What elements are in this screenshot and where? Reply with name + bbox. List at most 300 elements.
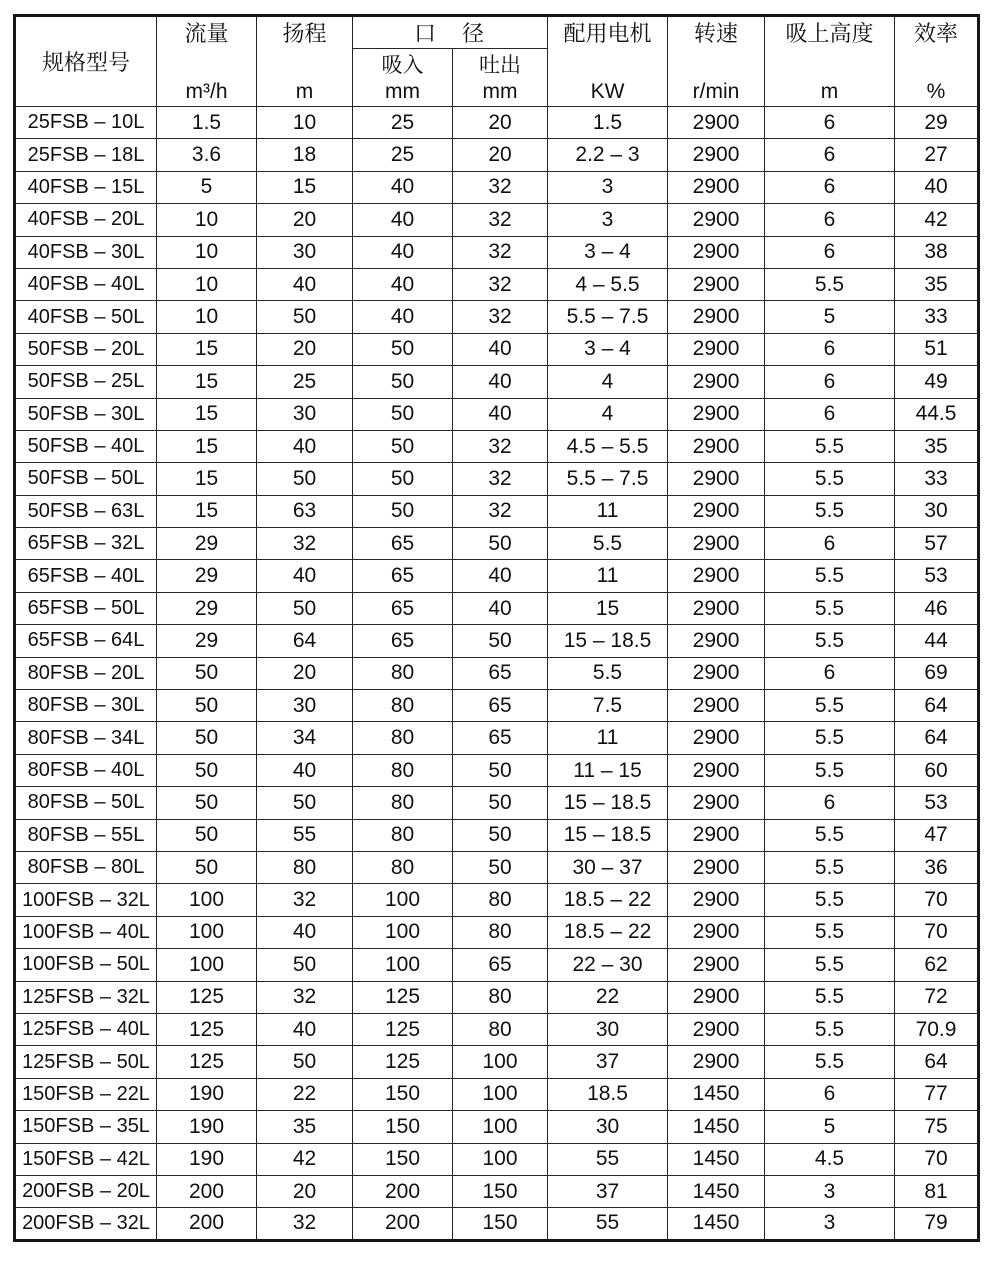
cell-head: 32 [257, 528, 353, 560]
cell-flow: 10 [157, 301, 257, 333]
table-row [15, 139, 979, 171]
cell-suction-height: 6 [765, 366, 895, 398]
cell-discharge-diameter: 50 [453, 754, 548, 786]
cell-speed: 2900 [668, 366, 765, 398]
cell-flow: 190 [157, 1143, 257, 1175]
cell-model: 80FSB – 80L [15, 851, 157, 883]
cell-motor-kw: 4.5 – 5.5 [548, 430, 668, 462]
cell-head: 32 [257, 1208, 353, 1240]
cell-motor-kw: 30 [548, 1111, 668, 1143]
cell-motor-kw: 3 [548, 171, 668, 203]
cell-discharge-diameter: 150 [453, 1175, 548, 1207]
cell-motor-kw: 15 – 18.5 [548, 819, 668, 851]
header-flow [157, 16, 257, 107]
header-efficiency-title: 效率 [914, 20, 959, 46]
table-row [15, 236, 979, 268]
header-discharge-diameter-title: 吐出 [479, 54, 521, 77]
cell-flow: 50 [157, 722, 257, 754]
cell-suction-diameter: 80 [353, 851, 453, 883]
cell-suction-diameter: 40 [353, 236, 453, 268]
table-row [15, 625, 979, 657]
cell-suction-diameter: 80 [353, 819, 453, 851]
cell-motor-kw: 37 [548, 1175, 668, 1207]
cell-discharge-diameter: 32 [453, 204, 548, 236]
header-suction-diameter-title: 吸入 [381, 54, 424, 77]
cell-discharge-diameter: 32 [453, 301, 548, 333]
cell-efficiency: 38 [895, 236, 979, 268]
cell-model: 40FSB – 50L [15, 301, 157, 333]
cell-head: 15 [257, 171, 353, 203]
cell-head: 30 [257, 398, 353, 430]
cell-suction-diameter: 150 [353, 1143, 453, 1175]
cell-suction-diameter: 40 [353, 301, 453, 333]
cell-suction-height: 5 [765, 301, 895, 333]
cell-speed: 2900 [668, 560, 765, 592]
cell-speed: 1450 [668, 1208, 765, 1240]
cell-suction-height: 6 [765, 236, 895, 268]
cell-efficiency: 75 [895, 1111, 979, 1143]
cell-efficiency: 62 [895, 949, 979, 981]
cell-suction-height: 6 [765, 787, 895, 819]
cell-head: 20 [257, 204, 353, 236]
cell-head: 30 [257, 236, 353, 268]
cell-head: 50 [257, 1046, 353, 1078]
cell-efficiency: 70 [895, 1143, 979, 1175]
cell-suction-height: 5.5 [765, 981, 895, 1013]
cell-model: 50FSB – 30L [15, 398, 157, 430]
cell-suction-diameter: 80 [353, 690, 453, 722]
cell-head: 80 [257, 851, 353, 883]
cell-suction-diameter: 100 [353, 884, 453, 916]
table-row [15, 333, 979, 365]
cell-motor-kw: 3 – 4 [548, 236, 668, 268]
cell-suction-diameter: 50 [353, 333, 453, 365]
cell-suction-height: 5.5 [765, 268, 895, 300]
cell-flow: 15 [157, 430, 257, 462]
cell-motor-kw: 4 [548, 366, 668, 398]
cell-model: 100FSB – 32L [15, 884, 157, 916]
cell-efficiency: 42 [895, 204, 979, 236]
cell-flow: 100 [157, 884, 257, 916]
cell-suction-diameter: 50 [353, 495, 453, 527]
cell-suction-diameter: 100 [353, 916, 453, 948]
cell-discharge-diameter: 50 [453, 851, 548, 883]
cell-discharge-diameter: 32 [453, 430, 548, 462]
cell-speed: 2900 [668, 333, 765, 365]
table-row [15, 366, 979, 398]
cell-flow: 125 [157, 1013, 257, 1045]
cell-suction-diameter: 25 [353, 107, 453, 139]
cell-suction-height: 6 [765, 333, 895, 365]
cell-suction-diameter: 65 [353, 592, 453, 624]
table-row [15, 657, 979, 689]
table-row [15, 1143, 979, 1175]
header-suction-diameter-unit: mm [385, 80, 420, 103]
cell-discharge-diameter: 40 [453, 366, 548, 398]
cell-model: 150FSB – 35L [15, 1111, 157, 1143]
cell-suction-height: 6 [765, 139, 895, 171]
cell-discharge-diameter: 50 [453, 787, 548, 819]
cell-head: 20 [257, 333, 353, 365]
cell-speed: 1450 [668, 1111, 765, 1143]
table-row [15, 722, 979, 754]
table-row [15, 884, 979, 916]
cell-speed: 2900 [668, 139, 765, 171]
cell-speed: 2900 [668, 625, 765, 657]
cell-suction-diameter: 80 [353, 657, 453, 689]
cell-motor-kw: 18.5 – 22 [548, 884, 668, 916]
cell-flow: 29 [157, 528, 257, 560]
cell-head: 55 [257, 819, 353, 851]
cell-flow: 10 [157, 204, 257, 236]
header-motor-title: 配用电机 [563, 20, 652, 46]
table-row [15, 398, 979, 430]
cell-efficiency: 33 [895, 463, 979, 495]
header-speed-title: 转速 [694, 20, 739, 46]
cell-motor-kw: 37 [548, 1046, 668, 1078]
cell-suction-diameter: 50 [353, 366, 453, 398]
cell-model: 40FSB – 15L [15, 171, 157, 203]
cell-suction-diameter: 80 [353, 787, 453, 819]
cell-flow: 100 [157, 916, 257, 948]
cell-motor-kw: 18.5 – 22 [548, 916, 668, 948]
cell-suction-diameter: 125 [353, 1013, 453, 1045]
cell-efficiency: 35 [895, 430, 979, 462]
cell-flow: 15 [157, 333, 257, 365]
cell-motor-kw: 55 [548, 1143, 668, 1175]
cell-speed: 2900 [668, 819, 765, 851]
cell-head: 40 [257, 754, 353, 786]
header-motor [548, 16, 668, 107]
cell-head: 63 [257, 495, 353, 527]
cell-discharge-diameter: 80 [453, 916, 548, 948]
table-row [15, 560, 979, 592]
cell-motor-kw: 5.5 – 7.5 [548, 463, 668, 495]
table-row [15, 1013, 979, 1045]
table-row [15, 1046, 979, 1078]
cell-flow: 5 [157, 171, 257, 203]
cell-suction-height: 5.5 [765, 884, 895, 916]
cell-discharge-diameter: 100 [453, 1111, 548, 1143]
cell-flow: 50 [157, 787, 257, 819]
cell-discharge-diameter: 32 [453, 268, 548, 300]
cell-efficiency: 64 [895, 722, 979, 754]
cell-suction-height: 3 [765, 1208, 895, 1240]
cell-efficiency: 60 [895, 754, 979, 786]
cell-speed: 2900 [668, 268, 765, 300]
cell-model: 100FSB – 50L [15, 949, 157, 981]
cell-discharge-diameter: 65 [453, 722, 548, 754]
cell-flow: 190 [157, 1111, 257, 1143]
cell-efficiency: 79 [895, 1208, 979, 1240]
table-row [15, 1175, 979, 1207]
cell-suction-diameter: 125 [353, 981, 453, 1013]
cell-flow: 15 [157, 463, 257, 495]
cell-motor-kw: 3 – 4 [548, 333, 668, 365]
cell-flow: 125 [157, 1046, 257, 1078]
cell-discharge-diameter: 65 [453, 690, 548, 722]
cell-suction-diameter: 40 [353, 204, 453, 236]
cell-speed: 2900 [668, 592, 765, 624]
cell-head: 50 [257, 463, 353, 495]
cell-efficiency: 70 [895, 884, 979, 916]
table-row [15, 107, 979, 139]
cell-suction-diameter: 150 [353, 1078, 453, 1110]
cell-efficiency: 30 [895, 495, 979, 527]
cell-speed: 2900 [668, 981, 765, 1013]
cell-speed: 2900 [668, 722, 765, 754]
cell-model: 50FSB – 63L [15, 495, 157, 527]
cell-head: 40 [257, 1013, 353, 1045]
cell-model: 50FSB – 40L [15, 430, 157, 462]
cell-speed: 2900 [668, 1013, 765, 1045]
cell-motor-kw: 30 – 37 [548, 851, 668, 883]
cell-flow: 1.5 [157, 107, 257, 139]
cell-head: 50 [257, 949, 353, 981]
table-row [15, 1111, 979, 1143]
cell-discharge-diameter: 50 [453, 528, 548, 560]
table-row [15, 204, 979, 236]
cell-model: 100FSB – 40L [15, 916, 157, 948]
cell-motor-kw: 15 [548, 592, 668, 624]
cell-speed: 2900 [668, 204, 765, 236]
cell-efficiency: 70 [895, 916, 979, 948]
cell-discharge-diameter: 40 [453, 560, 548, 592]
cell-model: 40FSB – 20L [15, 204, 157, 236]
cell-model: 125FSB – 50L [15, 1046, 157, 1078]
cell-motor-kw: 55 [548, 1208, 668, 1240]
cell-speed: 2900 [668, 884, 765, 916]
cell-suction-diameter: 25 [353, 139, 453, 171]
cell-model: 50FSB – 25L [15, 366, 157, 398]
cell-head: 64 [257, 625, 353, 657]
header-model-label: 规格型号 [41, 50, 130, 75]
header-efficiency-unit: % [926, 79, 946, 103]
table-row [15, 916, 979, 948]
header-speed-unit: r/min [692, 79, 740, 103]
cell-motor-kw: 7.5 [548, 690, 668, 722]
cell-suction-height: 5.5 [765, 916, 895, 948]
cell-efficiency: 40 [895, 171, 979, 203]
cell-suction-height: 6 [765, 398, 895, 430]
cell-discharge-diameter: 40 [453, 398, 548, 430]
cell-efficiency: 64 [895, 1046, 979, 1078]
table-row [15, 1208, 979, 1240]
table-row [15, 949, 979, 981]
cell-model: 80FSB – 50L [15, 787, 157, 819]
cell-model: 65FSB – 64L [15, 625, 157, 657]
cell-head: 40 [257, 560, 353, 592]
cell-head: 22 [257, 1078, 353, 1110]
cell-suction-height: 6 [765, 204, 895, 236]
cell-head: 40 [257, 430, 353, 462]
header-head-unit: m [295, 79, 314, 103]
header-head-title: 扬程 [282, 20, 327, 46]
scanned-document-page [13, 14, 980, 1242]
cell-suction-height: 6 [765, 107, 895, 139]
cell-speed: 2900 [668, 398, 765, 430]
table-row [15, 463, 979, 495]
cell-speed: 2900 [668, 949, 765, 981]
header-suction-height [765, 16, 895, 107]
cell-model: 80FSB – 20L [15, 657, 157, 689]
cell-suction-diameter: 100 [353, 949, 453, 981]
cell-speed: 2900 [668, 787, 765, 819]
cell-speed: 2900 [668, 528, 765, 560]
table-row [15, 171, 979, 203]
cell-suction-height: 5.5 [765, 690, 895, 722]
cell-model: 25FSB – 18L [15, 139, 157, 171]
cell-discharge-diameter: 65 [453, 949, 548, 981]
cell-flow: 29 [157, 592, 257, 624]
cell-motor-kw: 22 – 30 [548, 949, 668, 981]
cell-model: 65FSB – 32L [15, 528, 157, 560]
header-flow-title: 流量 [184, 20, 229, 46]
cell-suction-diameter: 50 [353, 463, 453, 495]
cell-suction-height: 5.5 [765, 430, 895, 462]
cell-speed: 2900 [668, 301, 765, 333]
cell-flow: 29 [157, 560, 257, 592]
cell-efficiency: 44 [895, 625, 979, 657]
cell-head: 10 [257, 107, 353, 139]
cell-suction-height: 5.5 [765, 625, 895, 657]
cell-suction-height: 5.5 [765, 1013, 895, 1045]
header-model [15, 16, 157, 107]
cell-flow: 50 [157, 819, 257, 851]
cell-efficiency: 47 [895, 819, 979, 851]
cell-efficiency: 70.9 [895, 1013, 979, 1045]
cell-speed: 1450 [668, 1175, 765, 1207]
cell-suction-height: 5.5 [765, 463, 895, 495]
cell-head: 35 [257, 1111, 353, 1143]
cell-efficiency: 64 [895, 690, 979, 722]
cell-speed: 2900 [668, 236, 765, 268]
cell-suction-height: 5.5 [765, 1046, 895, 1078]
cell-model: 40FSB – 30L [15, 236, 157, 268]
cell-motor-kw: 18.5 [548, 1078, 668, 1110]
cell-efficiency: 29 [895, 107, 979, 139]
cell-suction-diameter: 125 [353, 1046, 453, 1078]
cell-speed: 2900 [668, 690, 765, 722]
cell-flow: 29 [157, 625, 257, 657]
cell-head: 20 [257, 1175, 353, 1207]
cell-discharge-diameter: 65 [453, 657, 548, 689]
cell-flow: 15 [157, 366, 257, 398]
cell-speed: 2900 [668, 916, 765, 948]
table-header [15, 16, 979, 107]
cell-flow: 50 [157, 657, 257, 689]
cell-model: 40FSB – 40L [15, 268, 157, 300]
cell-model: 65FSB – 40L [15, 560, 157, 592]
cell-flow: 125 [157, 981, 257, 1013]
cell-suction-height: 4.5 [765, 1143, 895, 1175]
cell-flow: 50 [157, 851, 257, 883]
table-row [15, 981, 979, 1013]
header-discharge-diameter-unit: mm [482, 80, 518, 103]
cell-efficiency: 53 [895, 787, 979, 819]
cell-motor-kw: 11 [548, 495, 668, 527]
table-row [15, 851, 979, 883]
cell-head: 50 [257, 592, 353, 624]
cell-suction-diameter: 150 [353, 1111, 453, 1143]
cell-motor-kw: 15 – 18.5 [548, 625, 668, 657]
cell-suction-height: 5.5 [765, 495, 895, 527]
cell-speed: 2900 [668, 430, 765, 462]
cell-model: 80FSB – 40L [15, 754, 157, 786]
cell-suction-diameter: 50 [353, 398, 453, 430]
cell-discharge-diameter: 32 [453, 495, 548, 527]
header-motor-unit: KW [590, 79, 625, 103]
cell-suction-height: 5 [765, 1111, 895, 1143]
cell-suction-height: 5.5 [765, 851, 895, 883]
cell-head: 50 [257, 301, 353, 333]
cell-suction-diameter: 200 [353, 1208, 453, 1240]
cell-suction-height: 3 [765, 1175, 895, 1207]
cell-motor-kw: 11 – 15 [548, 754, 668, 786]
cell-model: 80FSB – 30L [15, 690, 157, 722]
cell-discharge-diameter: 50 [453, 819, 548, 851]
cell-discharge-diameter: 40 [453, 333, 548, 365]
cell-discharge-diameter: 100 [453, 1143, 548, 1175]
cell-head: 40 [257, 268, 353, 300]
cell-flow: 15 [157, 495, 257, 527]
cell-speed: 2900 [668, 1046, 765, 1078]
cell-suction-height: 5.5 [765, 560, 895, 592]
cell-efficiency: 49 [895, 366, 979, 398]
cell-head: 25 [257, 366, 353, 398]
cell-head: 30 [257, 690, 353, 722]
cell-discharge-diameter: 80 [453, 1013, 548, 1045]
cell-motor-kw: 22 [548, 981, 668, 1013]
cell-speed: 2900 [668, 495, 765, 527]
cell-model: 125FSB – 32L [15, 981, 157, 1013]
cell-model: 150FSB – 22L [15, 1078, 157, 1110]
cell-head: 32 [257, 981, 353, 1013]
cell-suction-diameter: 50 [353, 430, 453, 462]
table-row [15, 528, 979, 560]
table-row [15, 1078, 979, 1110]
cell-model: 50FSB – 20L [15, 333, 157, 365]
cell-motor-kw: 11 [548, 560, 668, 592]
cell-motor-kw: 5.5 [548, 528, 668, 560]
cell-model: 200FSB – 20L [15, 1175, 157, 1207]
cell-discharge-diameter: 80 [453, 981, 548, 1013]
header-speed [668, 16, 765, 107]
cell-discharge-diameter: 40 [453, 592, 548, 624]
cell-motor-kw: 11 [548, 722, 668, 754]
cell-efficiency: 81 [895, 1175, 979, 1207]
cell-flow: 100 [157, 949, 257, 981]
cell-motor-kw: 1.5 [548, 107, 668, 139]
header-suction-height-unit: m [820, 79, 839, 103]
cell-speed: 1450 [668, 1078, 765, 1110]
cell-model: 80FSB – 55L [15, 819, 157, 851]
cell-motor-kw: 3 [548, 204, 668, 236]
cell-flow: 10 [157, 268, 257, 300]
cell-model: 25FSB – 10L [15, 107, 157, 139]
cell-suction-height: 6 [765, 528, 895, 560]
cell-head: 20 [257, 657, 353, 689]
table-row [15, 787, 979, 819]
cell-model: 50FSB – 50L [15, 463, 157, 495]
cell-efficiency: 51 [895, 333, 979, 365]
cell-flow: 50 [157, 754, 257, 786]
cell-discharge-diameter: 150 [453, 1208, 548, 1240]
cell-motor-kw: 5.5 – 7.5 [548, 301, 668, 333]
cell-suction-height: 6 [765, 657, 895, 689]
cell-efficiency: 72 [895, 981, 979, 1013]
cell-discharge-diameter: 80 [453, 884, 548, 916]
